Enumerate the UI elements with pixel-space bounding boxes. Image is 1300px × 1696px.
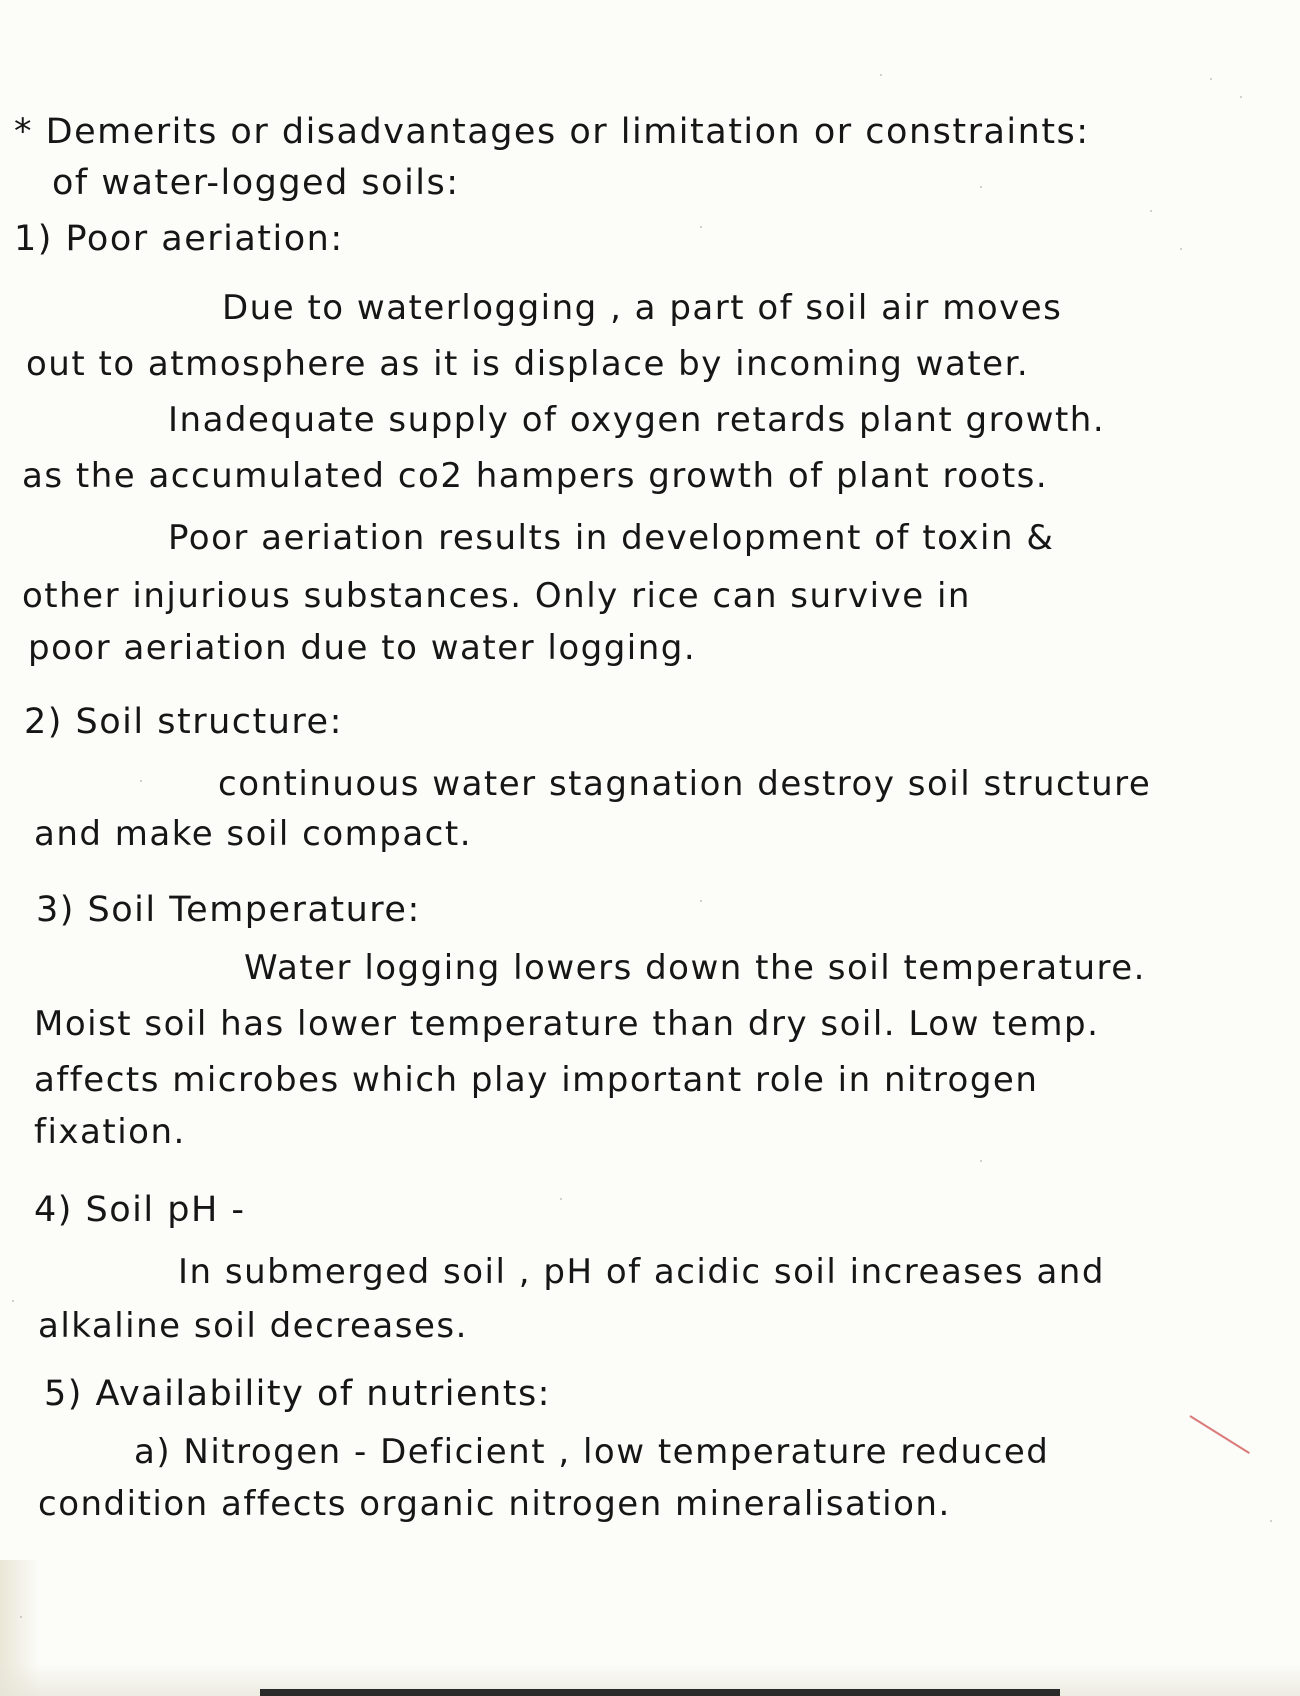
section-3-line-3: affects microbes which play important role in nitrogen	[34, 1060, 1039, 1100]
paper-speck	[560, 1198, 562, 1200]
section-3-line-1: Water logging lowers down the soil temperature.	[244, 948, 1146, 988]
section-1-line-2: out to atmosphere as it is displace by incoming water.	[26, 344, 1030, 384]
paper-speck	[140, 780, 142, 782]
section-4-line-2: alkaline soil decreases.	[38, 1306, 468, 1346]
section-3-heading: 3) Soil Temperature:	[36, 890, 421, 930]
paper-speck	[880, 74, 882, 76]
title-line-1: * Demerits or disadvantages or limitation or constraints:	[14, 112, 1090, 152]
section-5-heading: 5) Availability of nutrients:	[44, 1374, 551, 1414]
paper-speck	[980, 186, 982, 188]
section-3-line-4: fixation.	[34, 1112, 186, 1152]
section-3-line-2: Moist soil has lower temperature than dry soil. Low temp.	[34, 1004, 1100, 1044]
section-5-line-2: condition affects organic nitrogen mineralisation.	[38, 1484, 951, 1524]
paper-speck	[1240, 96, 1242, 98]
paper-speck	[700, 226, 702, 228]
section-1-line-3: Inadequate supply of oxygen retards plant growth.	[168, 400, 1106, 440]
section-4-line-1: In submerged soil , pH of acidic soil increases and	[178, 1252, 1105, 1292]
paper-speck	[12, 1300, 14, 1302]
section-1-line-1: Due to waterlogging , a part of soil air moves	[222, 288, 1063, 328]
paper-speck	[1210, 78, 1212, 80]
page-bottom-edge	[260, 1689, 1060, 1696]
section-5-line-1: a) Nitrogen - Deficient , low temperature reduced	[134, 1432, 1050, 1472]
section-1-heading: 1) Poor aeriation:	[14, 219, 344, 259]
paper-speck	[1150, 210, 1152, 212]
section-1-line-7: poor aeriation due to water logging.	[28, 628, 697, 668]
section-2-heading: 2) Soil structure:	[24, 702, 343, 742]
section-2-line-1: continuous water stagnation destroy soil structure	[218, 764, 1152, 804]
paper-speck	[1270, 1520, 1272, 1522]
paper-speck	[700, 900, 702, 902]
paper-speck	[20, 1616, 22, 1618]
section-1-line-5: Poor aeriation results in development of toxin &	[168, 518, 1055, 558]
section-1-line-4: as the accumulated co2 hampers growth of plant roots.	[22, 456, 1049, 496]
paper-speck	[980, 1160, 982, 1162]
paper-speck	[1180, 248, 1182, 250]
section-2-line-2: and make soil compact.	[34, 814, 473, 854]
stray-pen-mark	[1189, 1415, 1249, 1454]
section-4-heading: 4) Soil pH -	[34, 1190, 246, 1230]
title-line-2: of water-logged soils:	[52, 163, 460, 203]
section-1-line-6: other injurious substances. Only rice can survive in	[22, 576, 971, 616]
